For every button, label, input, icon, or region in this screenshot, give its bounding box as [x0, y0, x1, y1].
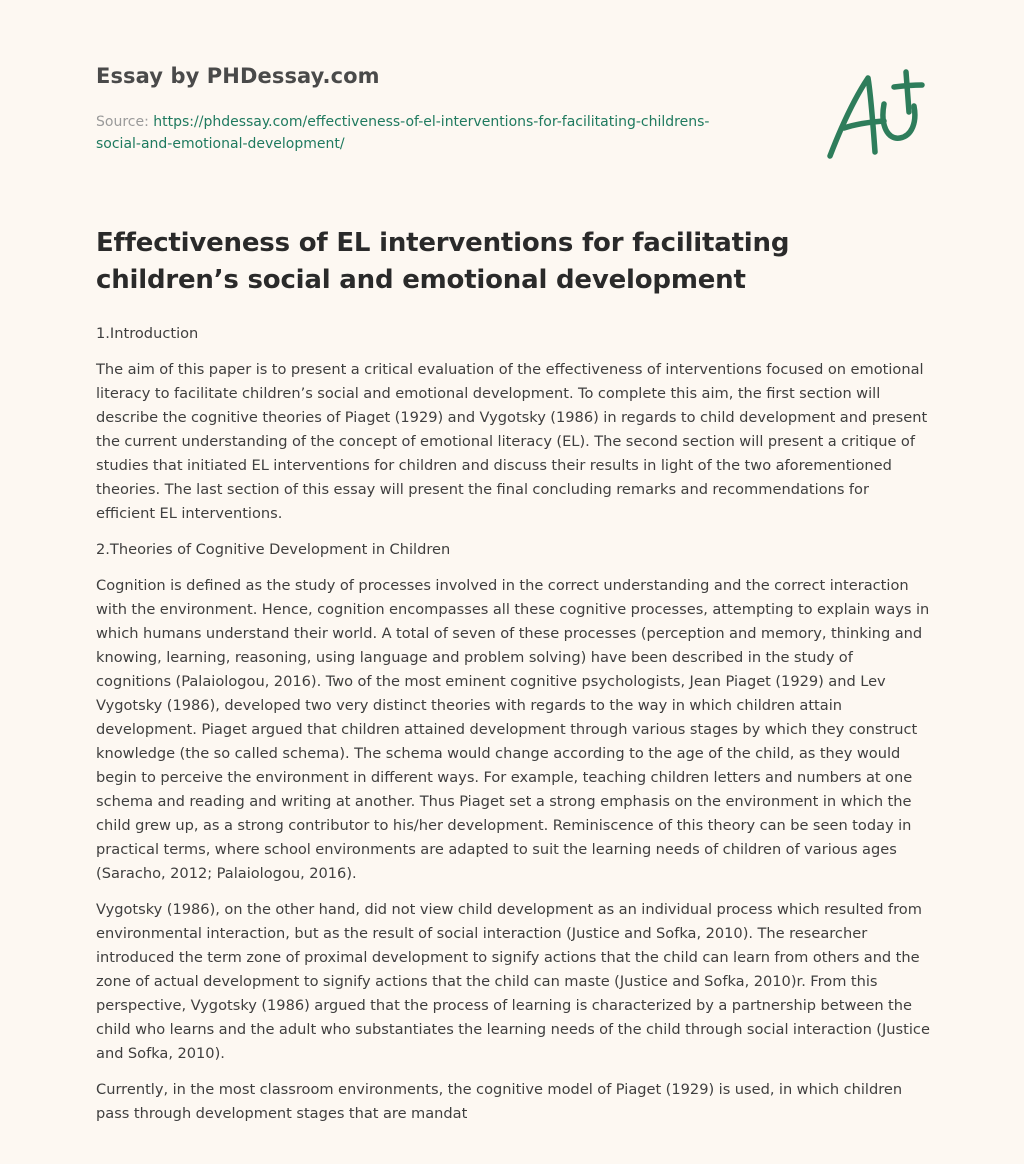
source-label: Source: — [96, 114, 154, 130]
source-link-line-1: https://phdessay.com/effectiveness-of-el-interventions-for-facilitating-childrens- — [153, 114, 710, 130]
paragraph-vygotsky: Vygotsky (1986), on the other hand, did not view child development as an individual process which resulted from environmental interaction, but as the result of social interaction (Justice and Sofka, 2010). The researcher introduced the term zone of proximal development to signify actions that the child can learn from others and the zone of actual development to signify actions that the child can maste (Justice and Sofka, 2010)r. From this perspective, Vygotsky (1986) argued that the process of learning is characterized by a partnership between the child who learns and the adult who substantiates the learning needs of the child through social interaction (Justice and Sofka, 2010). — [96, 901, 930, 1062]
paragraph-introduction: The aim of this paper is to present a critical evaluation of the effectiveness of interventions focused on emotional literacy to facilitate children’s social and emotional development. To complete this aim, the first section will describe the cognitive theories of Piaget (1929) and Vygotsky (1986) in regards to child development and present the current understanding of the concept of emotional literacy (EL). The second section will present a critique of studies that initiated EL interventions for children and discuss their results in light of the two aforementioned theories. The last section of this essay will present the final concluding remarks and recommendations for efficient EL interventions. — [96, 361, 928, 522]
source-link[interactable] — [96, 114, 709, 152]
a-plus-grade-icon — [822, 66, 932, 166]
essay-body — [96, 225, 932, 1138]
site-title: Essay by PHDessay.com — [96, 64, 380, 88]
source-line — [96, 111, 796, 155]
paragraph-cognition: Cognition is defined as the study of processes involved in the correct understanding and the correct interaction with the environment. Hence, cognition encompasses all these cognitive processes, attempting to explain ways in which humans understand their world. A total of seven of these processes (perception and memory, thinking and knowing, learning, reasoning, using language and problem solving) have been described in the study of cognitions (Palaiologou, 2016). Two of the most eminent cognitive psychologists, Jean Piaget (1929) and Lev Vygotsky (1986), developed two very distinct theories with regards to the way in which children attain development. Piaget argued that children attained development through various stages by which they construct knowledge (the so called schema). The schema would change according to the age of the child, as they would begin to perceive the environment in different ways. For example, teaching children letters and numbers at one schema and reading and writing at another. Thus Piaget set a strong emphasis on the environment in which the child grew up, as a strong contributor to his/her development. Reminiscence of this theory can be seen today in practical terms, where school environments are adapted to suit the learning needs of children of various ages (Saracho, 2012; Palaiologou, 2016). — [96, 577, 930, 882]
section-heading-theories: 2.Theories of Cognitive Development in Children — [96, 541, 451, 558]
section-heading-introduction: 1.Introduction — [96, 325, 199, 342]
source-link-line-2: social-and-emotional-development/ — [96, 136, 345, 152]
paragraph-classroom: Currently, in the most classroom environments, the cognitive model of Piaget (1929) is used, in which children pass through development stages that are mandat — [96, 1081, 903, 1122]
essay-title: Effectiveness of EL interventions for facilitating children’s social and emotional development — [96, 228, 790, 295]
